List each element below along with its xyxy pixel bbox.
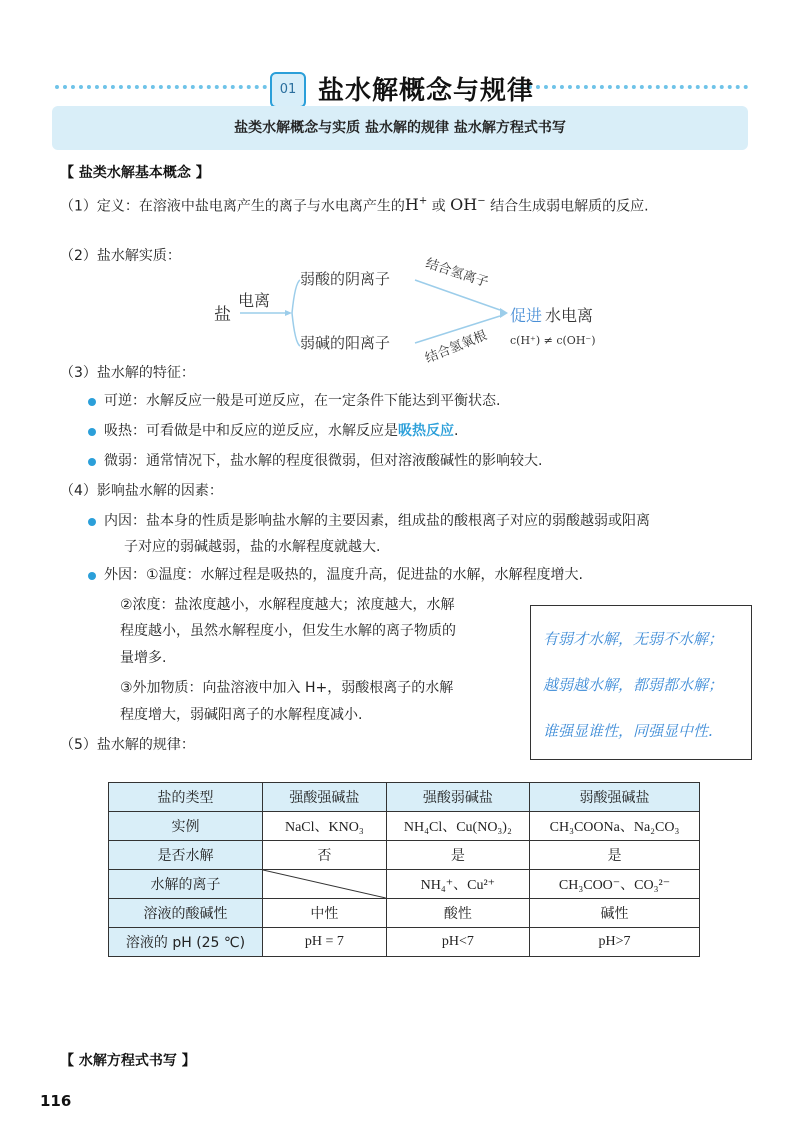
- table-row: [109, 899, 700, 928]
- feature-weak: 微弱：通常情况下，盐水解的程度很微弱，但对溶液酸碱性的影响较大.: [104, 453, 543, 469]
- additive-line2: 程度增大，弱碱阳离子的水解程度减小.: [120, 707, 363, 723]
- diagram-arrowhead-salt: [285, 310, 292, 316]
- concentration-line1: ②浓度：盐浓度越小，水解程度越大；浓度越大，水解: [120, 597, 455, 613]
- diagram-weak-acid-anion: 弱酸的阴离子: [300, 270, 391, 288]
- table-cell: NH₄Cl、Cu(NO₃)₂: [386, 812, 529, 841]
- table-row-head: 溶液的酸碱性: [109, 899, 263, 928]
- diagram-water-ionize: 水电离: [545, 306, 594, 325]
- section-heading-basic: 【 盐类水解基本概念 】: [60, 165, 210, 181]
- table-row-head: 实例: [109, 812, 263, 841]
- external-factor-temperature: 外因：①温度：水解过程是吸热的，温度升高，促进盐的水解，水解程度增大.: [104, 567, 583, 583]
- table-row: [109, 870, 700, 899]
- table-cell: 是: [386, 841, 529, 870]
- diagram-inequality: c(H⁺) ≠ c(OH⁻): [510, 334, 596, 347]
- definition-prefix: （1）定义：在溶液中盐电离产生的离子与水电离产生的: [60, 198, 405, 215]
- rules-label: （5）盐水解的规律：: [60, 737, 195, 753]
- table-row-head: 是否水解: [109, 841, 263, 870]
- table-cell: 是: [530, 841, 700, 870]
- section-number-badge: 01: [270, 72, 306, 108]
- diagonal-slash: [263, 870, 386, 898]
- table-cell: 否: [263, 841, 387, 870]
- internal-factor-line2: 子对应的弱碱越弱，盐的水解程度就越大.: [124, 539, 381, 555]
- diagram-branch-up: [292, 280, 300, 313]
- diagram-ionize: 电离: [238, 291, 271, 310]
- features-label: （3）盐水解的特征：: [60, 365, 195, 381]
- diagram-promote: 促进: [510, 306, 543, 325]
- diagram-salt: 盐: [214, 305, 231, 325]
- bullet-dot: [88, 518, 96, 526]
- table-row: [109, 928, 700, 957]
- diagram-weak-base-cation: 弱碱的阳离子: [300, 334, 391, 352]
- factors-label: （4）影响盐水解的因素：: [60, 483, 223, 499]
- table-row-head: 水解的离子: [109, 870, 263, 899]
- table-cell: pH = 7: [263, 928, 387, 957]
- table-cell: 酸性: [386, 899, 529, 928]
- mnemonic-line-3: 谁强显谁性，同强显中性.: [543, 722, 713, 740]
- table-cell: pH<7: [386, 928, 529, 957]
- table-row: [109, 841, 700, 870]
- diagram-arrowhead-join: [500, 308, 508, 318]
- diagram-bind-h: 结合氢离子: [423, 256, 491, 291]
- topic-banner: 盐类水解概念与实质 盐水解的规律 盐水解方程式书写: [52, 106, 748, 150]
- definition-or: 或: [431, 198, 446, 215]
- table-header-cell: 盐的类型: [109, 783, 263, 812]
- header-dots-left: [55, 85, 267, 89]
- additive-line1: ③外加物质：向盐溶液中加入 H+，弱酸根离子的水解: [120, 680, 454, 696]
- table-header-cell: 强酸强碱盐: [263, 783, 387, 812]
- section-heading-equations: 【 水解方程式书写 】: [60, 1053, 196, 1069]
- endothermic-highlight: 吸热反应: [398, 423, 454, 439]
- h-ion-symbol: H+: [404, 195, 428, 215]
- bullet-dot: [88, 398, 96, 406]
- table-cell: CH₃COO⁻、CO₃²⁻: [530, 870, 700, 899]
- table-cell: 中性: [263, 899, 387, 928]
- bullet-dot: [88, 458, 96, 466]
- oh-ion-symbol: OH−: [450, 195, 486, 215]
- page-number: 116: [40, 1092, 72, 1110]
- table-row: [109, 812, 700, 841]
- internal-factor-line1: 内因：盐本身的性质是影响盐水解的主要因素，组成盐的酸根离子对应的弱酸越弱或阳离: [104, 513, 650, 529]
- table-cell: NaCl、KNO₃: [263, 812, 387, 841]
- diagram-branch-down: [292, 313, 300, 346]
- concentration-line2: 程度越小，虽然水解程度小，但发生水解的离子物质的: [120, 623, 456, 639]
- diagram-bind-oh: 结合氢氧根: [423, 328, 490, 367]
- bullet-dot: [88, 428, 96, 436]
- mnemonic-line-2: 越弱越水解，都弱都水解；: [543, 676, 724, 694]
- concentration-line3: 量增多.: [120, 650, 167, 666]
- table-cell: CH₃COONa、Na₂CO₃: [530, 812, 700, 841]
- hydrolysis-rules-table: [108, 782, 700, 957]
- feature-reversible: 可逆：水解反应一般是可逆反应，在一定条件下能达到平衡状态.: [104, 393, 501, 409]
- table-cell: 碱性: [530, 899, 700, 928]
- table-row-head: 溶液的 pH (25 ℃): [109, 928, 263, 957]
- table-header-row: [109, 783, 700, 812]
- table-header-cell: 弱酸强碱盐: [530, 783, 700, 812]
- page-title: 盐水解概念与规律: [318, 76, 535, 106]
- table-cell: pH>7: [530, 928, 700, 957]
- feature-endothermic: 吸热：可看做是中和反应的逆反应，水解反应是吸热反应.: [104, 423, 459, 439]
- header-dots-right: [520, 85, 748, 89]
- table-cell-diagonal: [263, 870, 387, 899]
- essence-label: （2）盐水解实质：: [60, 248, 181, 264]
- table-header-cell: 强酸弱碱盐: [386, 783, 529, 812]
- mnemonic-line-1: 有弱才水解，无弱不水解；: [543, 630, 724, 648]
- mnemonic-note-box: [530, 605, 752, 760]
- bullet-dot: [88, 572, 96, 580]
- definition-suffix: 结合生成弱电解质的反应.: [490, 198, 649, 215]
- definition-line: [60, 192, 649, 216]
- table-cell: NH₄⁺、Cu²⁺: [386, 870, 529, 899]
